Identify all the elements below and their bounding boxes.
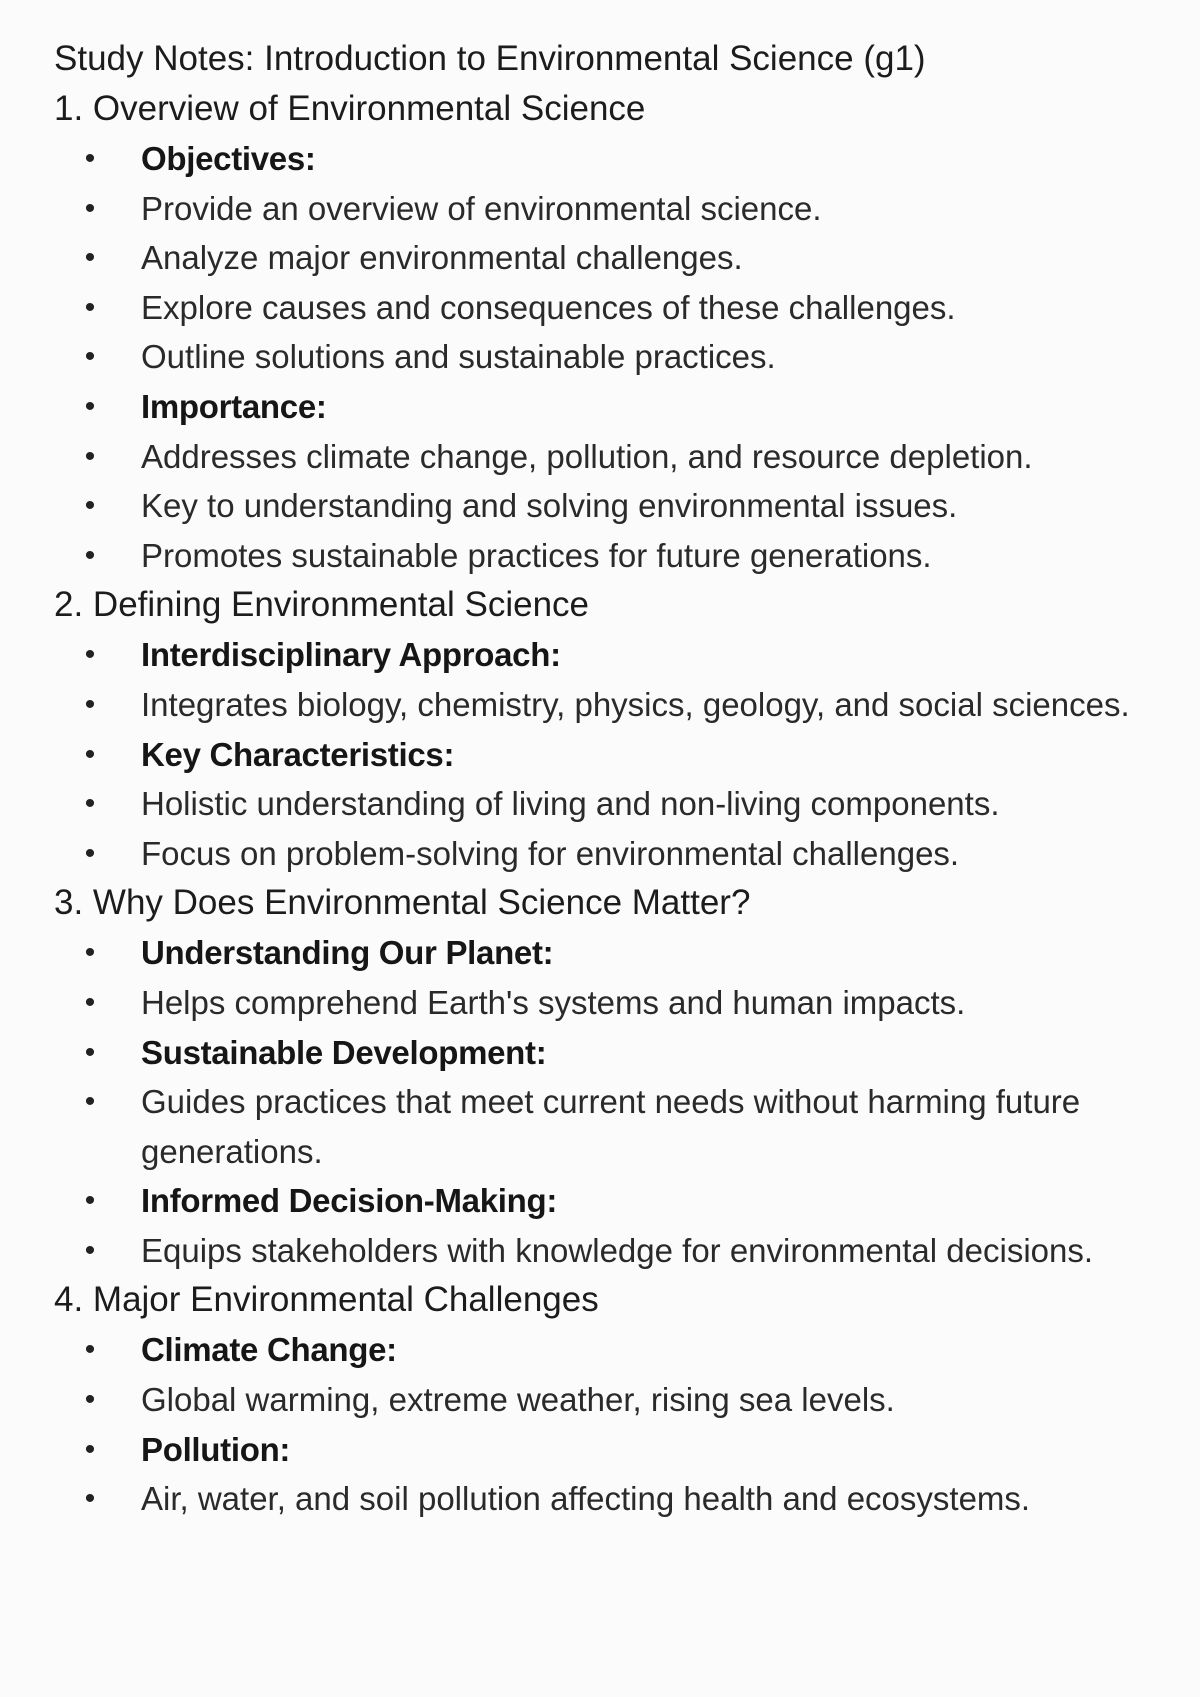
- section-1: [54, 84, 1160, 580]
- list-item: [54, 1375, 1160, 1425]
- bullet-list: [54, 928, 1160, 1275]
- subheading-label: Key Characteristics:: [141, 735, 455, 773]
- section-heading: 2. Defining Environmental Science: [54, 585, 590, 625]
- list-item: [54, 779, 1160, 829]
- bullet-icon: •: [84, 142, 96, 175]
- bullet-icon: •: [84, 489, 96, 523]
- bullet-icon: •: [84, 1432, 96, 1466]
- list-item-text: Global warming, extreme weather, rising sea levels.: [141, 1381, 895, 1419]
- list-item-text: Promotes sustainable practices for future generations.: [141, 536, 932, 574]
- section-heading: 3. Why Does Environmental Science Matter?: [54, 883, 751, 923]
- bullet-icon: •: [84, 1333, 96, 1367]
- bullet-icon: •: [84, 1482, 96, 1516]
- bullet-icon: •: [84, 836, 96, 870]
- bullet-icon: •: [84, 389, 96, 423]
- bullet-icon: •: [84, 340, 96, 374]
- list-item-text: Guides practices that meet current needs without harming future generations.: [141, 1083, 1081, 1170]
- subheading-item: [54, 630, 1160, 680]
- list-item-text: Key to understanding and solving environmental issues.: [141, 487, 958, 525]
- subheading-item: [54, 1325, 1160, 1375]
- section-heading: 4. Major Environmental Challenges: [54, 1280, 599, 1320]
- list-item-text: Analyze major environmental challenges.: [141, 239, 743, 277]
- bullet-icon: •: [84, 936, 96, 970]
- list-item-text: Addresses climate change, pollution, and resource depletion.: [141, 437, 1033, 475]
- list-item: [54, 680, 1160, 730]
- document-title: Study Notes: Introduction to Environmental Science (g1): [54, 39, 926, 78]
- bullet-icon: •: [84, 687, 96, 721]
- bullet-icon: •: [84, 439, 96, 473]
- bullet-icon: •: [84, 1233, 96, 1267]
- bullet-icon: •: [84, 638, 96, 672]
- subheading-item: [54, 1176, 1160, 1226]
- section-4: [54, 1275, 1160, 1523]
- bullet-icon: •: [84, 290, 96, 324]
- list-item-text: Air, water, and soil pollution affecting health and ecosystems.: [141, 1480, 1031, 1518]
- list-item: [54, 283, 1160, 333]
- subheading-label: Interdisciplinary Approach:: [141, 636, 561, 674]
- subheading-label: Importance:: [141, 387, 327, 425]
- list-item-text: Helps comprehend Earth's systems and human impacts.: [141, 983, 966, 1021]
- bullet-list: [54, 134, 1160, 580]
- list-item-text: Integrates biology, chemistry, physics, geology, and social sciences.: [141, 685, 1130, 723]
- list-item-text: Holistic understanding of living and non-living components.: [141, 785, 1000, 823]
- bullet-list: [54, 1325, 1160, 1523]
- bullet-icon: •: [84, 787, 96, 821]
- subheading-item: [54, 928, 1160, 978]
- notes-body: [54, 84, 1160, 1524]
- list-item-text: Explore causes and consequences of these challenges.: [141, 288, 956, 326]
- subheading-item: [54, 134, 1160, 184]
- list-item: [54, 1077, 1160, 1176]
- subheading-label: Informed Decision-Making:: [141, 1182, 558, 1220]
- subheading-label: Climate Change:: [141, 1331, 397, 1369]
- bullet-icon: •: [84, 1035, 96, 1069]
- subheading-label: Pollution:: [141, 1430, 291, 1468]
- list-item: [54, 1474, 1160, 1524]
- list-item: [54, 978, 1160, 1028]
- list-item-text: Outline solutions and sustainable practices.: [141, 338, 776, 376]
- list-item: [54, 1226, 1160, 1276]
- list-item: [54, 829, 1160, 879]
- bullet-icon: •: [84, 191, 96, 225]
- subheading-item: [54, 382, 1160, 432]
- bullet-icon: •: [84, 737, 96, 771]
- bullet-icon: •: [84, 1383, 96, 1417]
- subheading-item: [54, 1028, 1160, 1078]
- subheading-label: Objectives:: [141, 140, 316, 177]
- bullet-icon: •: [84, 241, 96, 275]
- subheading-item: [54, 730, 1160, 780]
- list-item-text: Equips stakeholders with knowledge for environmental decisions.: [141, 1231, 1094, 1269]
- section-heading: 1. Overview of Environmental Science: [54, 89, 646, 128]
- list-item: [54, 332, 1160, 382]
- section-2: [54, 580, 1160, 878]
- bullet-list: [54, 630, 1160, 878]
- subheading-label: Understanding Our Planet:: [141, 934, 554, 972]
- bullet-icon: •: [84, 538, 96, 572]
- list-item: [54, 531, 1160, 581]
- list-item-text: Focus on problem-solving for environmental challenges.: [141, 834, 960, 872]
- subheading-item: [54, 1425, 1160, 1475]
- bullet-icon: •: [84, 1085, 96, 1119]
- section-3: [54, 878, 1160, 1275]
- list-item: [54, 233, 1160, 283]
- list-item: [54, 184, 1160, 234]
- list-item: [54, 481, 1160, 531]
- list-item: [54, 432, 1160, 482]
- list-item-text: Provide an overview of environmental science.: [141, 189, 822, 227]
- bullet-icon: •: [84, 1184, 96, 1218]
- subheading-label: Sustainable Development:: [141, 1033, 547, 1071]
- bullet-icon: •: [84, 985, 96, 1019]
